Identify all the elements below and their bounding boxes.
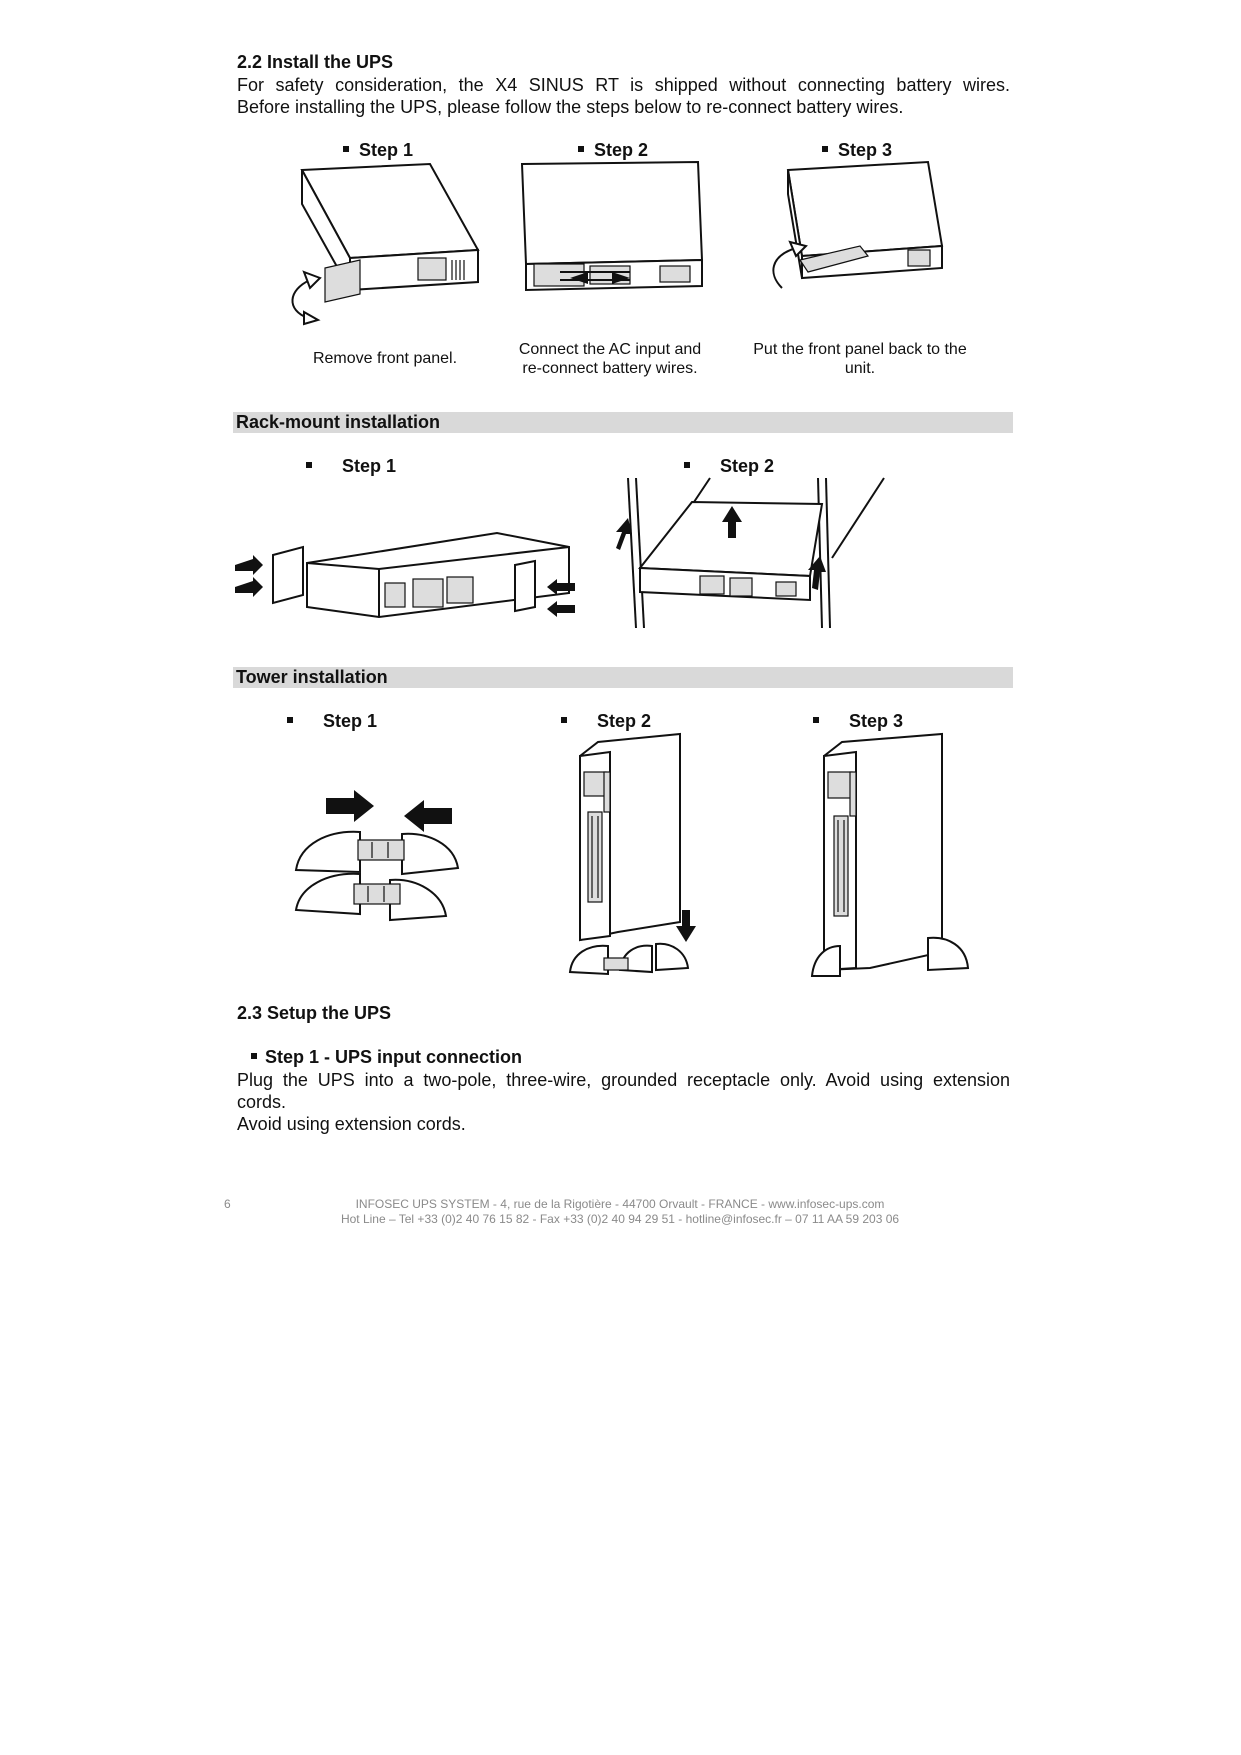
setup-text-line1: Plug the UPS into a two-pole, three-wire, grounded receptacle only. Avoid using extension: [237, 1070, 1010, 1090]
page-number: 6: [224, 1197, 231, 1211]
ups-replace-front-panel-illustration: [760, 160, 950, 300]
install-step-2-caption-line2: re-connect battery wires.: [522, 360, 698, 377]
tower-step-2-label: Step 2: [561, 711, 651, 732]
ups-remove-front-panel-illustration: [280, 160, 480, 320]
tower-stand-assembly-illustration: [292, 788, 462, 930]
section-heading-install: 2.2 Install the UPS: [237, 52, 394, 72]
tower-section-title: Tower installation: [233, 667, 1013, 688]
install-intro-line2: Before installing the UPS, please follow the steps below to re-connect battery wires.: [237, 97, 904, 117]
tower-step-3-label: Step 3: [813, 711, 903, 732]
section-heading-setup: 2.3 Setup the UPS: [237, 1003, 392, 1023]
install-step-2-label: Step 2: [578, 140, 648, 161]
rack-slide-in-illustration: [600, 478, 900, 630]
install-step-3-caption-line2: unit.: [844, 360, 876, 377]
ups-connect-wires-illustration: [520, 160, 710, 290]
rack-step-1-label: Step 1: [306, 456, 396, 477]
setup-text-line3: Avoid using extension cords.: [237, 1114, 466, 1134]
rack-step-2-label: Step 2: [684, 456, 774, 477]
install-step-2-caption-line1: Connect the AC input and: [518, 341, 702, 358]
setup-step-1-label: Step 1 - UPS input connection: [251, 1047, 522, 1068]
install-step-3-caption-line1: Put the front panel back to the: [753, 341, 967, 358]
setup-text-line2: cords.: [237, 1092, 287, 1112]
tower-place-on-stand-illustration: [568, 732, 698, 980]
tower-step-1-label: Step 1: [287, 711, 377, 732]
install-step-1-label: Step 1: [343, 140, 413, 161]
tower-standing-complete-illustration: [810, 732, 970, 982]
install-step-3-label: Step 3: [822, 140, 892, 161]
rack-bracket-attach-illustration: [235, 525, 580, 615]
install-intro-line1: For safety consideration, the X4 SINUS RT is shipped without connecting battery wires.: [237, 75, 1010, 95]
footer-address: INFOSEC UPS SYSTEM - 4, rue de la Rigotière - 44700 Orvault - FRANCE - www.infosec-ups.com: [355, 1197, 885, 1211]
footer-contact: Hot Line – Tel +33 (0)2 40 76 15 82 - Fax +33 (0)2 40 94 29 51 - hotline@infosec.fr – 07 11 AA 59 203 06: [340, 1212, 900, 1226]
install-step-1-caption: Remove front panel.: [312, 350, 458, 367]
rack-mount-section-title: Rack-mount installation: [233, 412, 1013, 433]
